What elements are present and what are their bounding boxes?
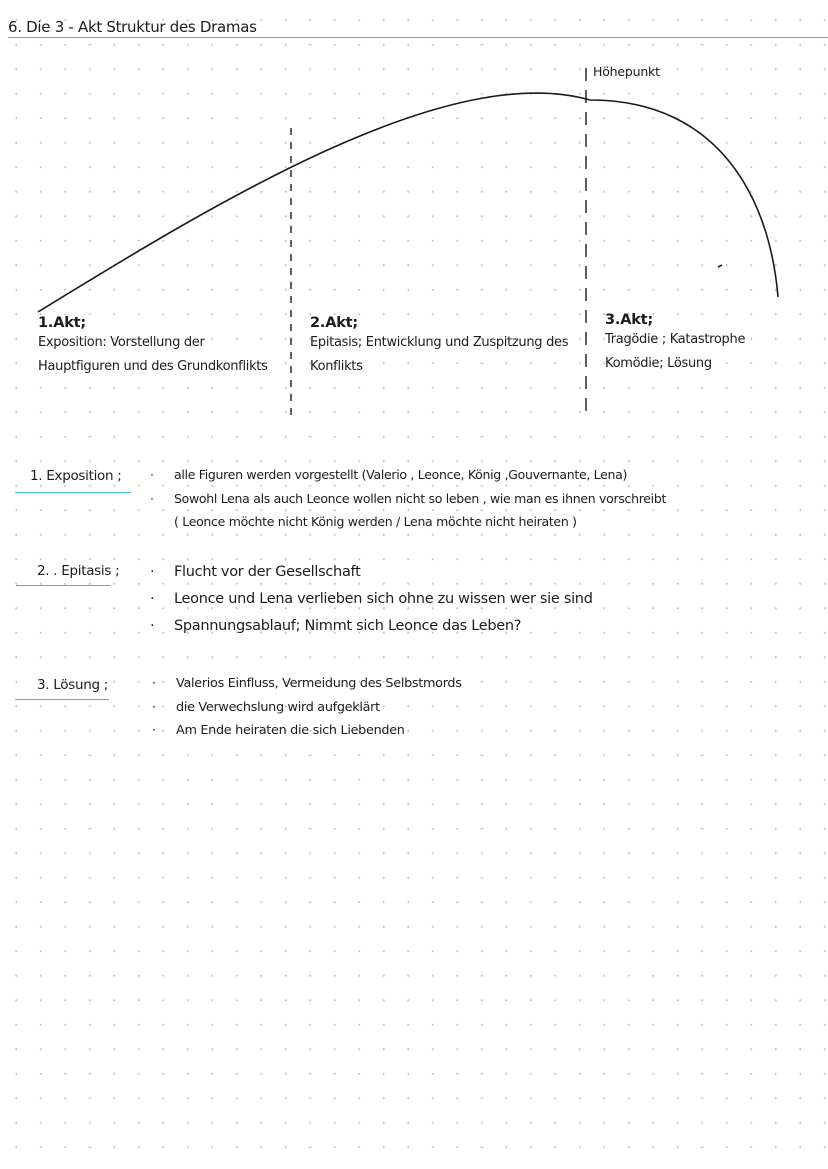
bullet: · [152, 699, 156, 715]
page-title: 6. Die 3 - Akt Struktur des Dramas [8, 18, 257, 36]
section-1-list [150, 463, 666, 534]
bullet: · [152, 723, 156, 738]
act-1-block [38, 315, 268, 379]
act-3-line-2: Komödie; Lösung [605, 356, 712, 371]
list-item: · Spannungsablauf; Nimmt sich Leonce das Leben? [150, 613, 593, 640]
bullet: · [150, 467, 154, 482]
list-item: · alle Figuren werden vorgestellt (Valerio , Leonce, König ,Gouvernante, Lena) [150, 463, 666, 487]
section-2-list [150, 559, 593, 640]
act-1-line-1: Exposition: Vorstellung der [38, 335, 205, 350]
section-3-label: 3. Lösung ; [37, 677, 108, 693]
list-item: · Leonce und Lena verlieben sich ohne zu wissen wer sie sind [150, 586, 593, 613]
act-1-line-2: Hauptfiguren und des Grundkonflikts [38, 359, 268, 374]
act-3-block [605, 312, 745, 376]
list-item: · Sowohl Lena als auch Leonce wollen nicht so leben , wie man es ihnen vorschreibt [150, 487, 666, 511]
act-1-heading: 1.Akt; [38, 315, 86, 331]
section-1-underline [15, 492, 131, 493]
peak-label: Höhepunkt [593, 64, 660, 79]
act-2-block [310, 315, 568, 379]
tension-curve [38, 93, 778, 312]
act-3-line-1: Tragödie ; Katastrophe [605, 332, 746, 347]
pen-mark [718, 265, 722, 267]
section-1-label: 1. Exposition ; [30, 468, 122, 484]
bullet: · [152, 676, 156, 691]
list-item: · Am Ende heiraten die sich Liebenden [152, 719, 462, 743]
bullet: · [150, 490, 154, 506]
list-item: · Flucht vor der Gesellschaft [150, 559, 593, 586]
bullet: · [150, 564, 155, 580]
section-2-underline [16, 585, 111, 586]
section-2-label: 2. . Epitasis ; [37, 563, 120, 579]
section-3-list [152, 672, 462, 743]
bullet: · [150, 591, 155, 607]
list-continuation: ( Leonce möchte nicht König werden / Lena möchte nicht heiraten ) [174, 514, 577, 529]
act-2-line-2: Konflikts [310, 359, 363, 374]
act-3-heading: 3.Akt; [605, 312, 653, 328]
bullet: · [150, 618, 155, 634]
act-2-heading: 2.Akt; [310, 315, 358, 331]
list-item: · die Verwechslung wird aufgeklärt [152, 696, 462, 720]
section-3-underline [15, 699, 109, 700]
list-item: · Valerios Einfluss, Vermeidung des Selbstmords [152, 672, 462, 696]
act-2-line-1: Epitasis; Entwicklung und Zuspitzung des [310, 335, 569, 350]
